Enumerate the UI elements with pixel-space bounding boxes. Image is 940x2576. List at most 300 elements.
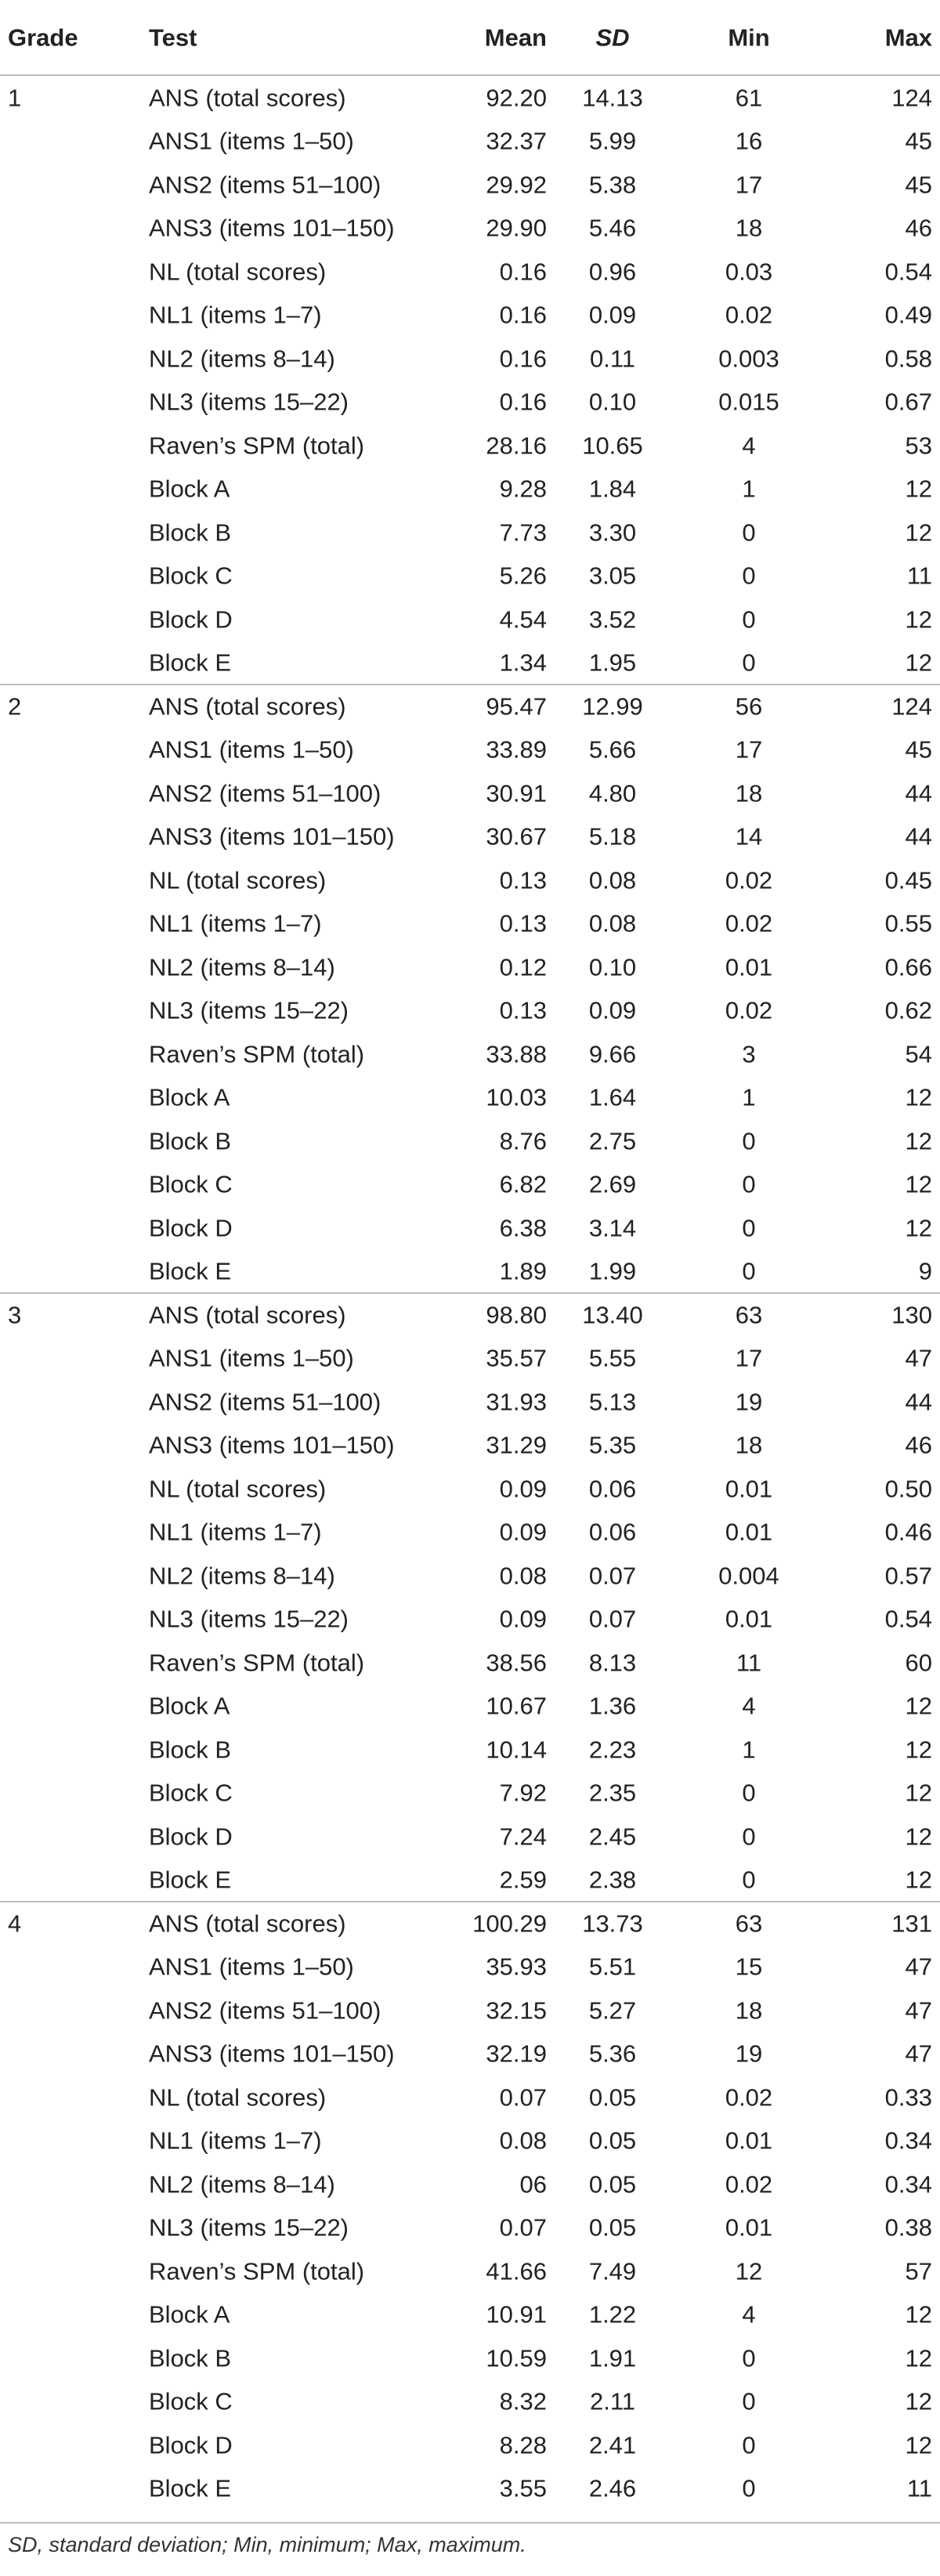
header-mean: Mean — [484, 23, 547, 51]
test-cell: ANS2 (items 51–100) — [149, 171, 381, 198]
table-row — [0, 1119, 940, 1162]
sd-cell: 5.99 — [588, 127, 637, 155]
max-cell: 12 — [905, 1170, 932, 1198]
test-cell: ANS3 (items 101–150) — [149, 2039, 395, 2068]
mean-cell: 35.57 — [486, 1344, 547, 1372]
mean-cell: 0.09 — [499, 1475, 547, 1502]
sd-cell: 0.96 — [588, 258, 637, 285]
min-cell: 0.03 — [725, 258, 773, 285]
sd-cell: 1.99 — [588, 1257, 637, 1285]
table-row — [0, 1467, 940, 1510]
table-row — [0, 1076, 940, 1119]
table-row — [0, 641, 940, 685]
min-cell: 0.02 — [725, 909, 773, 938]
test-cell: ANS3 (items 101–150) — [149, 214, 395, 242]
min-cell: 18 — [735, 1431, 763, 1459]
min-cell: 0.01 — [725, 1518, 773, 1546]
test-cell: Block E — [149, 2474, 232, 2502]
test-cell: Block C — [149, 1779, 233, 1807]
max-cell: 0.54 — [884, 258, 932, 285]
sd-cell: 1.91 — [588, 2344, 637, 2372]
sd-cell: 3.30 — [588, 518, 637, 546]
min-cell: 0.015 — [718, 388, 779, 416]
mean-cell: 8.28 — [499, 2431, 547, 2459]
sd-cell: 5.13 — [588, 1388, 637, 1415]
min-cell: 56 — [735, 692, 763, 720]
min-cell: 0 — [742, 1214, 756, 1241]
table-row — [0, 728, 940, 771]
min-cell: 18 — [735, 779, 763, 807]
max-cell: 12 — [905, 1866, 932, 1894]
min-cell: 0 — [742, 605, 756, 633]
mean-cell: 10.59 — [486, 2344, 547, 2372]
table-row — [0, 1511, 940, 1554]
min-cell: 11 — [736, 1649, 762, 1676]
sd-cell: 0.06 — [588, 1475, 637, 1502]
table-row — [0, 1554, 940, 1597]
sd-cell: 5.51 — [588, 1953, 637, 1981]
sd-cell: 8.13 — [588, 1649, 637, 1676]
test-cell: Block B — [149, 1736, 232, 1763]
group-divider — [0, 684, 940, 685]
mean-cell: 33.89 — [486, 735, 547, 764]
sd-cell: 0.08 — [588, 909, 637, 938]
min-cell: 0.01 — [725, 1605, 773, 1633]
max-cell: 46 — [905, 214, 932, 242]
max-cell: 0.66 — [884, 953, 932, 981]
sd-cell: 0.10 — [588, 953, 637, 981]
min-cell: 0 — [742, 1866, 756, 1894]
table-row — [0, 1206, 940, 1249]
min-cell: 17 — [735, 735, 763, 764]
table-row — [0, 1641, 940, 1684]
mean-cell: 30.67 — [486, 822, 547, 851]
table-row — [0, 989, 940, 1032]
mean-cell: 100.29 — [472, 1909, 547, 1937]
mean-cell: 41.66 — [486, 2257, 547, 2285]
test-cell: ANS1 (items 1–50) — [149, 1344, 354, 1372]
max-cell: 12 — [905, 2431, 932, 2459]
min-cell: 0 — [742, 1170, 756, 1198]
max-cell: 0.46 — [884, 1518, 932, 1546]
mean-cell: 0.16 — [499, 388, 547, 416]
sd-cell: 5.27 — [588, 1996, 637, 2024]
table-row — [0, 1424, 940, 1467]
min-cell: 0 — [742, 1823, 756, 1850]
mean-cell: 35.93 — [486, 1953, 547, 1981]
test-cell: Block C — [149, 1170, 233, 1198]
test-cell: NL2 (items 8–14) — [149, 2170, 335, 2198]
min-cell: 18 — [735, 1996, 763, 2024]
max-cell: 130 — [891, 1301, 932, 1328]
min-cell: 0.01 — [725, 2126, 773, 2155]
table-row — [0, 685, 940, 728]
mean-cell: 3.55 — [499, 2474, 547, 2502]
min-cell: 0 — [742, 2474, 756, 2502]
min-cell: 0 — [742, 2387, 756, 2415]
test-cell: Block A — [149, 1692, 230, 1720]
max-cell: 12 — [905, 1736, 932, 1763]
min-cell: 0 — [742, 1257, 756, 1285]
sd-cell: 0.07 — [588, 1562, 637, 1589]
test-cell: Block B — [149, 2344, 232, 2372]
max-cell: 45 — [905, 171, 932, 198]
table-row — [0, 2119, 940, 2162]
sd-cell: 0.05 — [588, 2083, 637, 2111]
min-cell: 17 — [735, 171, 763, 198]
min-cell: 18 — [735, 214, 763, 242]
mean-cell: 5.26 — [499, 562, 547, 590]
min-cell: 0 — [742, 1127, 756, 1154]
min-cell: 4 — [742, 1692, 756, 1720]
max-cell: 0.38 — [884, 2213, 932, 2242]
test-cell: Block D — [149, 1823, 233, 1850]
max-cell: 47 — [905, 1953, 932, 1981]
table-row — [0, 2423, 940, 2466]
max-cell: 0.62 — [884, 996, 932, 1024]
min-cell: 0.003 — [718, 345, 779, 372]
test-cell: Raven’s SPM (total) — [149, 1040, 365, 1068]
max-cell: 0.34 — [884, 2170, 932, 2198]
test-cell: Block D — [149, 1214, 233, 1241]
test-cell: ANS1 (items 1–50) — [149, 1953, 354, 1981]
table-row — [0, 2293, 940, 2336]
min-cell: 61 — [735, 84, 763, 111]
max-cell: 0.67 — [884, 388, 932, 416]
test-cell: NL (total scores) — [149, 2083, 327, 2111]
mean-cell: 0.12 — [499, 953, 547, 981]
test-cell: NL1 (items 1–7) — [149, 301, 322, 329]
sd-cell: 5.66 — [588, 735, 637, 764]
mean-cell: 6.38 — [499, 1214, 547, 1241]
mean-cell: 1.89 — [499, 1257, 547, 1285]
table-row — [0, 1250, 940, 1293]
table-row — [0, 468, 940, 511]
sd-cell: 0.10 — [588, 388, 637, 416]
max-cell: 11 — [906, 2474, 932, 2502]
sd-cell: 2.41 — [588, 2431, 637, 2459]
test-cell: ANS (total scores) — [149, 84, 346, 111]
table-row — [0, 163, 940, 206]
header-min: Min — [728, 23, 770, 51]
test-cell: Block C — [149, 2387, 233, 2415]
test-cell: Block D — [149, 605, 233, 633]
min-cell: 0 — [742, 2344, 756, 2372]
table-row — [0, 1989, 940, 2032]
min-cell: 15 — [735, 1953, 763, 1981]
test-cell: ANS2 (items 51–100) — [149, 1388, 381, 1415]
table-row — [0, 1337, 940, 1380]
min-cell: 16 — [735, 127, 763, 155]
table-row — [0, 2336, 940, 2379]
max-cell: 12 — [905, 2300, 932, 2329]
table-row — [0, 2032, 940, 2076]
max-cell: 12 — [905, 1823, 932, 1850]
mean-cell: 38.56 — [486, 1649, 547, 1676]
test-cell: Block A — [149, 2300, 230, 2329]
mean-cell: 7.73 — [499, 518, 547, 546]
mean-cell: 0.09 — [499, 1605, 547, 1633]
table-row — [0, 598, 940, 641]
mean-cell: 10.14 — [486, 1736, 547, 1763]
mean-cell: 0.08 — [499, 1562, 547, 1589]
table-row — [0, 555, 940, 598]
sd-cell: 0.05 — [588, 2126, 637, 2155]
min-cell: 0 — [742, 1779, 756, 1807]
min-cell: 12 — [735, 2257, 763, 2285]
mean-cell: 31.93 — [486, 1388, 547, 1415]
min-cell: 0.01 — [725, 953, 773, 981]
mean-cell: 7.92 — [499, 1779, 547, 1807]
min-cell: 0 — [742, 562, 756, 590]
max-cell: 47 — [905, 1996, 932, 2024]
table-row — [0, 1772, 940, 1815]
sd-cell: 0.07 — [588, 1605, 637, 1633]
min-cell: 1 — [742, 1083, 756, 1111]
sd-cell: 9.66 — [588, 1040, 637, 1068]
min-cell: 4 — [742, 2300, 756, 2329]
test-cell: Block B — [149, 518, 232, 546]
test-cell: Raven’s SPM (total) — [149, 432, 365, 459]
test-cell: Block D — [149, 2431, 233, 2459]
max-cell: 45 — [905, 127, 932, 155]
mean-cell: 0.07 — [499, 2083, 547, 2111]
mean-cell: 7.24 — [499, 1823, 547, 1850]
max-cell: 53 — [905, 432, 932, 459]
table-row — [0, 2076, 940, 2119]
mean-cell: 9.28 — [499, 475, 547, 503]
max-cell: 0.58 — [884, 345, 932, 372]
grade-cell: 2 — [8, 692, 22, 720]
mean-cell: 10.91 — [486, 2300, 547, 2329]
sd-cell: 3.05 — [588, 562, 637, 590]
sd-cell: 14.13 — [582, 84, 643, 111]
max-cell: 0.45 — [884, 866, 932, 894]
grade-cell: 3 — [8, 1301, 22, 1328]
sd-cell: 2.69 — [588, 1170, 637, 1198]
table-row — [0, 76, 940, 119]
max-cell: 54 — [905, 1040, 932, 1068]
table-footnote: SD, standard deviation; Min, minimum; Max, maximum. — [8, 2533, 526, 2556]
sd-cell: 5.18 — [588, 822, 637, 851]
sd-cell: 0.06 — [588, 1518, 637, 1546]
header-max: Max — [884, 23, 932, 51]
mean-cell: 0.08 — [499, 2126, 547, 2155]
test-cell: NL2 (items 8–14) — [149, 345, 335, 372]
max-cell: 47 — [905, 2039, 932, 2068]
table-row — [0, 1685, 940, 1728]
table-row — [0, 250, 940, 293]
mean-cell: 2.59 — [499, 1866, 547, 1894]
min-cell: 3 — [742, 1040, 756, 1068]
test-cell: Block A — [149, 475, 230, 503]
sd-cell: 10.65 — [582, 432, 643, 459]
sd-cell: 1.22 — [588, 2300, 637, 2329]
sd-cell: 0.05 — [588, 2170, 637, 2198]
min-cell: 0.01 — [725, 2213, 773, 2242]
mean-cell: 33.88 — [486, 1040, 547, 1068]
max-cell: 12 — [905, 649, 932, 677]
table-row — [0, 381, 940, 424]
test-cell: ANS3 (items 101–150) — [149, 822, 395, 851]
sd-cell: 5.46 — [588, 214, 637, 242]
table-row — [0, 815, 940, 858]
min-cell: 63 — [735, 1909, 763, 1937]
table-row — [0, 2206, 940, 2249]
table-row — [0, 294, 940, 337]
max-cell: 60 — [905, 1649, 932, 1676]
sd-cell: 2.38 — [588, 1866, 637, 1894]
table-row — [0, 858, 940, 901]
table-row — [0, 1380, 940, 1423]
table-row — [0, 424, 940, 467]
max-cell: 0.57 — [884, 1562, 932, 1589]
sd-cell: 2.23 — [588, 1736, 637, 1763]
test-cell: Block E — [149, 649, 232, 677]
table-row — [0, 511, 940, 554]
sd-cell: 5.35 — [588, 1431, 637, 1459]
table-row — [0, 1032, 940, 1075]
test-cell: Raven’s SPM (total) — [149, 2257, 365, 2285]
max-cell: 0.34 — [884, 2126, 932, 2155]
max-cell: 12 — [905, 2387, 932, 2415]
test-cell: ANS2 (items 51–100) — [149, 1996, 381, 2024]
table-row — [0, 1946, 940, 1989]
mean-cell: 0.16 — [499, 345, 547, 372]
group-divider — [0, 1292, 940, 1294]
mean-cell: 4.54 — [499, 605, 547, 633]
test-cell: NL (total scores) — [149, 258, 327, 285]
sd-cell: 3.52 — [588, 605, 637, 633]
min-cell: 17 — [735, 1344, 763, 1372]
mean-cell: 30.91 — [486, 779, 547, 807]
max-cell: 11 — [906, 562, 932, 590]
table-row — [0, 1293, 940, 1336]
table-row — [0, 1728, 940, 1771]
max-cell: 44 — [905, 1388, 932, 1415]
max-cell: 0.55 — [884, 909, 932, 938]
sd-cell: 5.55 — [588, 1344, 637, 1372]
max-cell: 12 — [905, 1779, 932, 1807]
sd-cell: 13.40 — [582, 1301, 643, 1328]
sd-cell: 2.45 — [588, 1823, 637, 1850]
sd-cell: 0.11 — [589, 345, 636, 372]
test-cell: NL (total scores) — [149, 1475, 327, 1502]
bottom-rule — [0, 2522, 940, 2524]
max-cell: 0.54 — [884, 1605, 932, 1633]
mean-cell: 06 — [519, 2170, 547, 2198]
mean-cell: 95.47 — [486, 692, 547, 720]
max-cell: 45 — [905, 735, 932, 764]
max-cell: 12 — [905, 1127, 932, 1154]
sd-cell: 13.73 — [582, 1909, 643, 1937]
mean-cell: 92.20 — [486, 84, 547, 111]
min-cell: 0.01 — [725, 1475, 773, 1502]
test-cell: ANS2 (items 51–100) — [149, 779, 381, 807]
sd-cell: 2.35 — [588, 1779, 637, 1807]
mean-cell: 6.82 — [499, 1170, 547, 1198]
table-row — [0, 337, 940, 380]
mean-cell: 0.16 — [499, 258, 547, 285]
grade-cell: 1 — [8, 84, 22, 111]
max-cell: 12 — [905, 518, 932, 546]
max-cell: 0.33 — [884, 2083, 932, 2111]
max-cell: 124 — [891, 84, 932, 111]
min-cell: 0.02 — [725, 2170, 773, 2198]
sd-cell: 1.84 — [588, 475, 637, 503]
min-cell: 0.02 — [725, 866, 773, 894]
test-cell: NL1 (items 1–7) — [149, 2126, 322, 2155]
sd-cell: 1.95 — [588, 649, 637, 677]
min-cell: 1 — [742, 475, 756, 503]
test-cell: ANS (total scores) — [149, 692, 346, 720]
sd-cell: 3.14 — [588, 1214, 637, 1241]
test-cell: Block C — [149, 562, 233, 590]
grade-cell: 4 — [8, 1909, 22, 1937]
max-cell: 57 — [905, 2257, 932, 2285]
sd-cell: 5.36 — [588, 2039, 637, 2068]
test-cell: ANS1 (items 1–50) — [149, 735, 354, 764]
mean-cell: 10.03 — [486, 1083, 547, 1111]
table-row — [0, 2380, 940, 2423]
sd-cell: 2.46 — [588, 2474, 637, 2502]
table-row — [0, 2249, 940, 2292]
min-cell: 19 — [735, 1388, 763, 1415]
sd-cell: 5.38 — [588, 171, 637, 198]
max-cell: 12 — [905, 605, 932, 633]
test-cell: NL3 (items 15–22) — [149, 996, 349, 1024]
max-cell: 0.50 — [884, 1475, 932, 1502]
mean-cell: 8.76 — [499, 1127, 547, 1154]
min-cell: 4 — [742, 432, 756, 459]
table-row — [0, 2467, 940, 2510]
min-cell: 0.02 — [725, 2083, 773, 2111]
test-cell: NL2 (items 8–14) — [149, 1562, 335, 1589]
test-cell: Block B — [149, 1127, 232, 1154]
mean-cell: 29.90 — [486, 214, 547, 242]
table-row — [0, 945, 940, 988]
max-cell: 12 — [905, 1214, 932, 1241]
table-row — [0, 1902, 940, 1945]
test-cell: NL1 (items 1–7) — [149, 909, 322, 938]
min-cell: 0 — [742, 649, 756, 677]
max-cell: 46 — [905, 1431, 932, 1459]
sd-cell: 4.80 — [588, 779, 637, 807]
sd-cell: 1.36 — [588, 1692, 637, 1720]
sd-cell: 2.75 — [588, 1127, 637, 1154]
mean-cell: 31.29 — [486, 1431, 547, 1459]
mean-cell: 8.32 — [499, 2387, 547, 2415]
test-cell: NL3 (items 15–22) — [149, 1605, 349, 1633]
group-divider — [0, 1901, 940, 1902]
sd-cell: 0.09 — [588, 996, 637, 1024]
mean-cell: 32.37 — [486, 127, 547, 155]
max-cell: 12 — [905, 475, 932, 503]
test-cell: Block E — [149, 1866, 232, 1894]
min-cell: 0.004 — [718, 1562, 779, 1589]
test-cell: Block A — [149, 1083, 230, 1111]
min-cell: 19 — [735, 2039, 763, 2068]
mean-cell: 0.13 — [499, 909, 547, 938]
max-cell: 47 — [905, 1344, 932, 1372]
min-cell: 14 — [735, 822, 763, 851]
table-row — [0, 207, 940, 250]
test-cell: ANS3 (items 101–150) — [149, 1431, 395, 1459]
test-cell: ANS1 (items 1–50) — [149, 127, 354, 155]
mean-cell: 0.13 — [499, 866, 547, 894]
header-sd: SD — [595, 23, 630, 51]
mean-cell: 32.19 — [486, 2039, 547, 2068]
